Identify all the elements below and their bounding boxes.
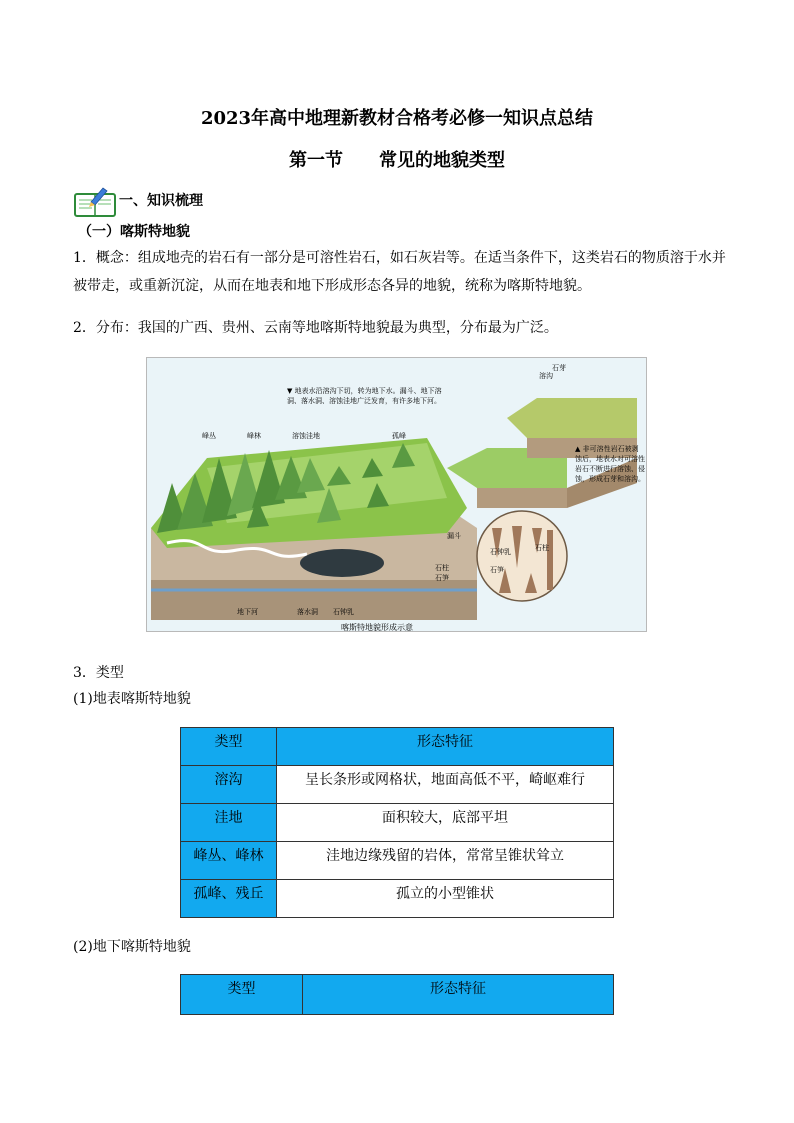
row-feature: 孤立的小型锥状 (277, 880, 614, 918)
table-header-row (181, 728, 614, 766)
header-type: 类型 (181, 728, 277, 766)
label-luoshuidong: 落水洞 (297, 608, 318, 616)
row-feature: 洼地边缘残留的岩体，常常呈锥状耸立 (277, 842, 614, 880)
label-shisun: 石笋 (435, 574, 449, 582)
note-right: ▲ 非可溶性岩石被剥蚀后，地表水对可溶性岩石不断进行溶蚀、侵蚀，形成石芽和溶沟。 (575, 445, 645, 483)
label-fenglin: 峰林 (247, 432, 261, 440)
label-rongshi-wadi: 溶蚀洼地 (292, 432, 320, 440)
label-fengcong: 峰丛 (202, 432, 216, 440)
distribution-paragraph: 2．分布：我国的广西、贵州、云南等地喀斯特地貌最为典型，分布最为广泛。 (73, 320, 558, 336)
table-row (181, 842, 614, 880)
table-row (181, 804, 614, 842)
table-row (181, 766, 614, 804)
underground-karst-table (180, 974, 614, 1015)
table-header-row (181, 975, 614, 1015)
label-ronggou: 溶沟 (539, 372, 553, 380)
section-heading (73, 186, 203, 218)
row-feature: 呈长条形或网格状，地面高低不平，崎岖难行 (277, 766, 614, 804)
types-heading: 3．类型 (73, 665, 124, 681)
surface-karst-heading: (1)地表喀斯特地貌 (73, 691, 191, 707)
inset-label-shizhu: 石柱 (535, 544, 549, 552)
subsection-heading: （一）喀斯特地貌 (78, 224, 190, 240)
note-top: ▼ 地表水沿溶沟下切，转为地下水。漏斗、地下溶洞、落水洞、溶蚀洼地广泛发育，有许多地下河。 (287, 387, 442, 405)
label-loudou: 漏斗 (447, 532, 461, 540)
header-feature: 形态特征 (303, 975, 614, 1015)
document-title: 2023年高中地理新教材合格考必修一知识点总结 (200, 108, 594, 129)
label-shiya: 石芽 (552, 364, 566, 372)
concept-paragraph: 1．概念：组成地壳的岩石有一部分是可溶性岩石，如石灰岩等。在适当条件下，这类岩石的物质溶于水并被带走，或重新沉淀，从而在地表和地下形成形态各异的地貌，统称为喀斯特地貌。 (73, 250, 726, 294)
label-shizhongru: 石钟乳 (333, 608, 354, 616)
header-type: 类型 (181, 975, 303, 1015)
section-label: 一、知识梳理 (119, 193, 203, 209)
inset-label-shizhongru: 石钟乳 (490, 548, 511, 556)
inset-label-shisun: 石笋 (490, 566, 504, 574)
row-type: 峰丛、峰林 (181, 842, 277, 880)
karst-diagram-figure (146, 357, 647, 632)
section-title: 第一节 常见的地貌类型 (289, 150, 505, 171)
label-gufeng: 孤峰 (392, 432, 406, 440)
label-shizhu: 石柱 (435, 564, 449, 572)
karst-diagram-illustration (147, 358, 647, 632)
row-feature: 面积较大，底部平坦 (277, 804, 614, 842)
table-row (181, 880, 614, 918)
surface-karst-table (180, 727, 614, 918)
header-feature: 形态特征 (277, 728, 614, 766)
row-type: 溶沟 (181, 766, 277, 804)
row-type: 孤峰、残丘 (181, 880, 277, 918)
open-book-pencil-icon (73, 186, 117, 218)
underground-karst-heading: (2)地下喀斯特地貌 (73, 939, 191, 955)
row-type: 洼地 (181, 804, 277, 842)
figure-caption: 喀斯特地貌形成示意 (341, 623, 413, 632)
label-dixiahe: 地下河 (237, 608, 258, 616)
